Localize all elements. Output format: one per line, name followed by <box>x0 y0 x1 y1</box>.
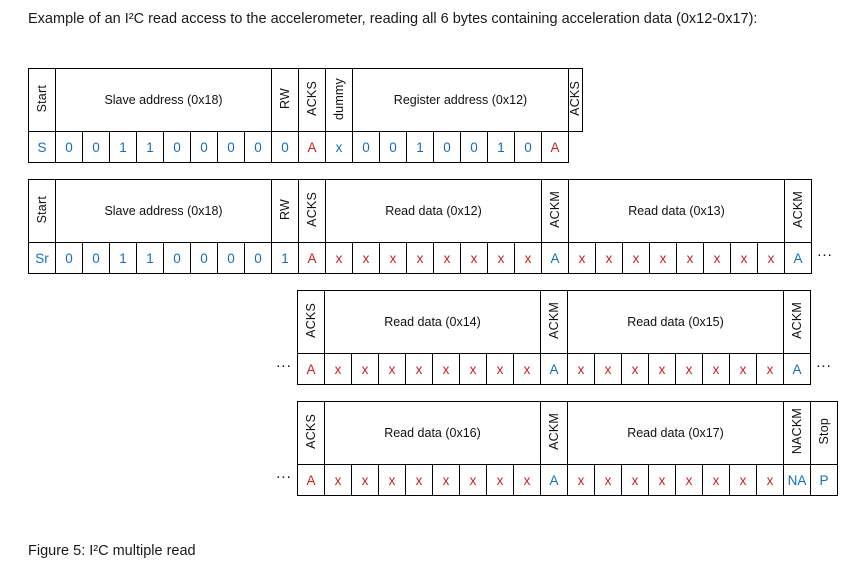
frame-2-bit-1: 0 <box>56 243 83 274</box>
frame-1-bit-17: 1 <box>488 132 515 163</box>
frame-3-bit-17: x <box>757 354 784 385</box>
frame-2-bit-25: x <box>704 243 731 274</box>
frame-3-label-read-data-14: Read data (0x14) <box>325 291 541 354</box>
frame-1-bit-1: 0 <box>56 132 83 163</box>
frame-1-label-row <box>29 69 583 132</box>
frame-3-bit-2: x <box>352 354 379 385</box>
frame-1-label-acks-2: ACKS <box>569 69 583 132</box>
frame-1-bit-7: 0 <box>218 132 245 163</box>
frame-4-label-read-data-16: Read data (0x16) <box>325 402 541 465</box>
frame-4-bit-12: x <box>622 465 649 496</box>
frame-4-bit-0: A <box>298 465 325 496</box>
frame-4-bit-17: x <box>757 465 784 496</box>
frame-3-bit-16: x <box>730 354 757 385</box>
frame-3-label-read-data-15: Read data (0x15) <box>568 291 784 354</box>
frame-1-bit-9: 0 <box>272 132 299 163</box>
frame-2-bit-2: 0 <box>83 243 110 274</box>
frame-1-bit-11: x <box>326 132 353 163</box>
frame-2-bit-18: x <box>515 243 542 274</box>
frame-2-label-read-data-13: Read data (0x13) <box>569 180 785 243</box>
frame-2-bit-0: Sr <box>29 243 56 274</box>
frame-1-bit-0: S <box>29 132 56 163</box>
frame-2-bit-7: 0 <box>218 243 245 274</box>
frame-2-bit-17: x <box>488 243 515 274</box>
frame-1-row <box>28 68 838 163</box>
frame-1-label-start: Start <box>29 69 56 132</box>
frame-2-label-ackm-1: ACKM <box>542 180 569 243</box>
frame-1-bit-12: 0 <box>353 132 380 163</box>
frame-2-bit-26: x <box>731 243 758 274</box>
frame-2-bit-20: x <box>569 243 596 274</box>
frame-4-label-nackm: NACKM <box>784 402 811 465</box>
intro-text: Example of an I²C read access to the accelerometer, reading all 6 bytes containing acceleration data (0x12-0x17): <box>28 11 758 27</box>
frame-2-trailing-ellipsis: ... <box>817 243 833 260</box>
frame-3-label-ackm-1: ACKM <box>541 291 568 354</box>
frame-2-bit-23: x <box>650 243 677 274</box>
frame-1-bit-2: 0 <box>83 132 110 163</box>
frame-1-table <box>28 68 583 163</box>
frame-2-bit-9: 1 <box>272 243 299 274</box>
frame-1-bit-5: 0 <box>164 132 191 163</box>
frame-4-bit-10: x <box>568 465 595 496</box>
frame-3-bit-11: x <box>595 354 622 385</box>
frame-4-bit-14: x <box>676 465 703 496</box>
frame-2-bit-3: 1 <box>110 243 137 274</box>
frame-2-bit-15: x <box>434 243 461 274</box>
frame-2-row <box>28 179 838 274</box>
frame-4-bit-4: x <box>406 465 433 496</box>
frame-1-bit-15: 0 <box>434 132 461 163</box>
i2c-multiple-read-diagram <box>28 68 838 512</box>
frame-2-table <box>28 179 812 274</box>
frame-4-bit-1: x <box>325 465 352 496</box>
frame-4-bit-9: A <box>541 465 568 496</box>
frame-2-bit-22: x <box>623 243 650 274</box>
frame-2-bit-10: A <box>299 243 326 274</box>
frame-3-label-row <box>298 291 811 354</box>
frame-3-bit-1: x <box>325 354 352 385</box>
frame-2-label-rw: RW <box>272 180 299 243</box>
frame-1-label-register-address: Register address (0x12) <box>353 69 569 132</box>
frame-2-label-slave-address: Slave address (0x18) <box>56 180 272 243</box>
frame-1-label-dummy: dummy <box>326 69 353 132</box>
frame-1-bit-8: 0 <box>245 132 272 163</box>
frame-2-bit-6: 0 <box>191 243 218 274</box>
frame-4-row <box>271 401 838 496</box>
frame-1-bit-16: 0 <box>461 132 488 163</box>
frame-2-value-row <box>29 243 812 274</box>
frame-3-bit-7: x <box>487 354 514 385</box>
frame-4-label-stop: Stop <box>811 402 838 465</box>
frame-3-bit-5: x <box>433 354 460 385</box>
frame-3-bit-13: x <box>649 354 676 385</box>
frame-2-bit-27: x <box>758 243 785 274</box>
frame-2-bit-12: x <box>353 243 380 274</box>
frame-4-bit-19: P <box>811 465 838 496</box>
frame-3-trailing-ellipsis: ... <box>816 354 832 371</box>
frame-3-bit-0: A <box>298 354 325 385</box>
frame-4-bit-6: x <box>460 465 487 496</box>
frame-1-bit-4: 1 <box>137 132 164 163</box>
frame-3-bit-6: x <box>460 354 487 385</box>
frame-3-bit-3: x <box>379 354 406 385</box>
frame-1-label-rw: RW <box>272 69 299 132</box>
frame-1-bit-18: 0 <box>515 132 542 163</box>
frame-4-bit-8: x <box>514 465 541 496</box>
frame-4-leading-ellipsis: ... <box>276 465 292 482</box>
frame-2-bit-28: A <box>785 243 812 274</box>
frame-1-bit-13: 0 <box>380 132 407 163</box>
frame-2-label-ackm-2: ACKM <box>785 180 812 243</box>
frame-4-label-read-data-17: Read data (0x17) <box>568 402 784 465</box>
frame-4-bit-2: x <box>352 465 379 496</box>
frame-4-bit-13: x <box>649 465 676 496</box>
frame-3-bit-14: x <box>676 354 703 385</box>
frame-3-leading-ellipsis: ... <box>276 354 292 371</box>
frame-1-label-slave-address: Slave address (0x18) <box>56 69 272 132</box>
frame-2-bit-5: 0 <box>164 243 191 274</box>
frame-2-bit-21: x <box>596 243 623 274</box>
frame-3-bit-9: A <box>541 354 568 385</box>
frame-2-bit-8: 0 <box>245 243 272 274</box>
frame-2-bit-4: 1 <box>137 243 164 274</box>
frame-4-bit-5: x <box>433 465 460 496</box>
frame-4-label-row <box>298 402 838 465</box>
frame-4-bit-7: x <box>487 465 514 496</box>
frame-3-label-ackm-2: ACKM <box>784 291 811 354</box>
frame-4-value-row <box>298 465 838 496</box>
frame-3-row <box>271 290 838 385</box>
frame-1-bit-19: A <box>542 132 569 163</box>
frame-3-bit-12: x <box>622 354 649 385</box>
frame-2-bit-16: x <box>461 243 488 274</box>
frame-4-label-acks: ACKS <box>298 402 325 465</box>
frame-1-bit-10: A <box>299 132 326 163</box>
frame-1-bit-6: 0 <box>191 132 218 163</box>
figure-caption: Figure 5: I²C multiple read <box>28 543 196 559</box>
frame-1-value-row <box>29 132 583 163</box>
frame-2-bit-13: x <box>380 243 407 274</box>
frame-4-label-ackm: ACKM <box>541 402 568 465</box>
frame-1-label-acks-1: ACKS <box>299 69 326 132</box>
frame-2-label-acks: ACKS <box>299 180 326 243</box>
frame-4-bit-11: x <box>595 465 622 496</box>
frame-2-label-row <box>29 180 812 243</box>
frame-3-bit-4: x <box>406 354 433 385</box>
frame-2-label-read-data-12: Read data (0x12) <box>326 180 542 243</box>
frame-2-bit-24: x <box>677 243 704 274</box>
frame-3-bit-10: x <box>568 354 595 385</box>
frame-1-bit-14: 1 <box>407 132 434 163</box>
frame-3-bit-15: x <box>703 354 730 385</box>
frame-2-bit-14: x <box>407 243 434 274</box>
frame-2-bit-11: x <box>326 243 353 274</box>
frame-3-value-row <box>298 354 811 385</box>
frame-4-bit-18: NA <box>784 465 811 496</box>
frame-4-bit-16: x <box>730 465 757 496</box>
frame-4-table <box>297 401 838 496</box>
frame-3-label-acks: ACKS <box>298 291 325 354</box>
frame-3-bit-18: A <box>784 354 811 385</box>
frame-3-bit-8: x <box>514 354 541 385</box>
frame-2-label-start: Start <box>29 180 56 243</box>
frame-2-bit-19: A <box>542 243 569 274</box>
frame-3-table <box>297 290 811 385</box>
frame-1-bit-3: 1 <box>110 132 137 163</box>
frame-4-bit-15: x <box>703 465 730 496</box>
frame-4-bit-3: x <box>379 465 406 496</box>
